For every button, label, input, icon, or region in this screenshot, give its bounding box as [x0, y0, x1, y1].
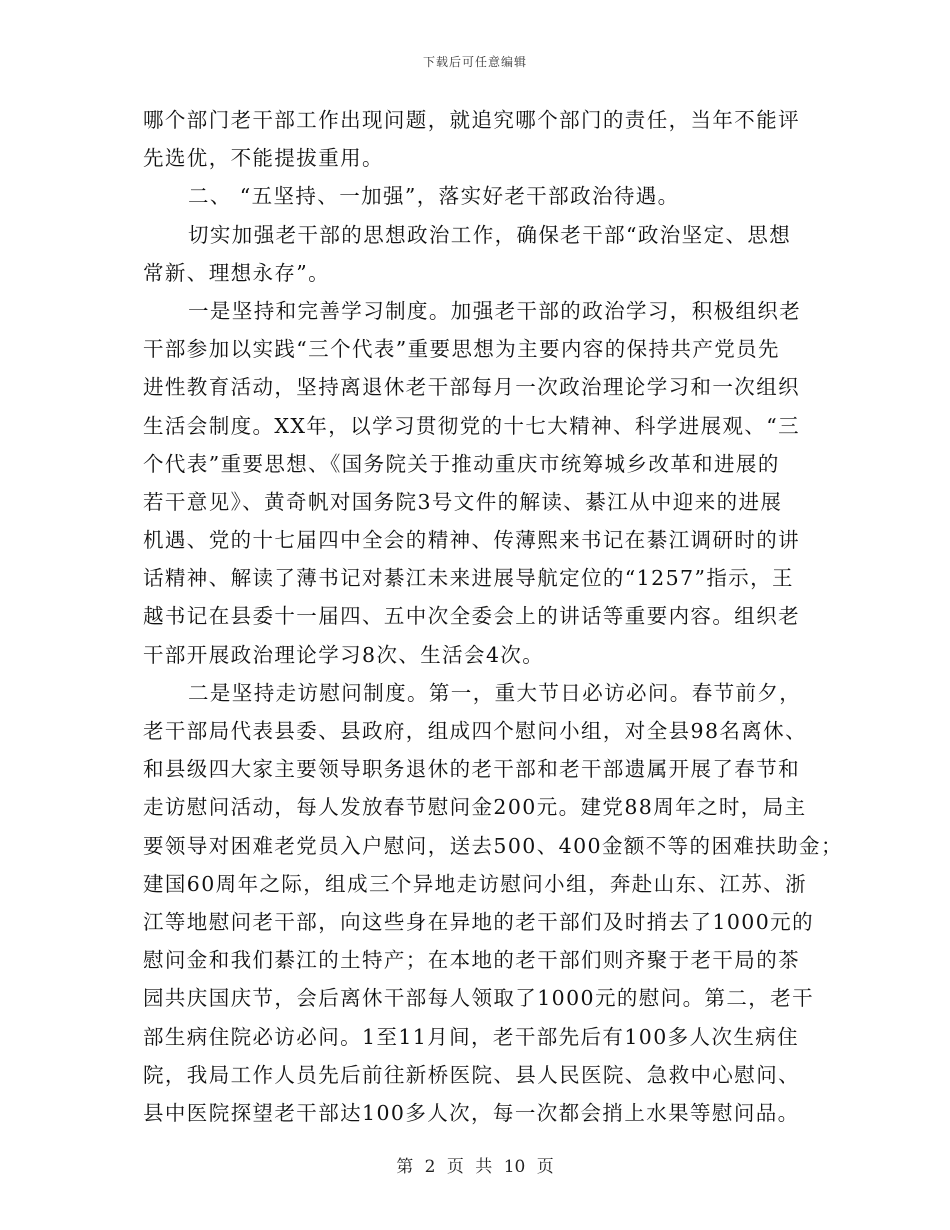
- text-line: 机遇、党的十七届四中全会的精神、传薄熙来书记在綦江调研时的讲: [143, 528, 800, 553]
- text-line: 建国60周年之际，组成三个异地走访慰问小组，奔赴山东、江苏、浙: [143, 871, 807, 896]
- text-line: 干部参加以实践“三个代表”重要思想为主要内容的保持共产党员先: [143, 337, 780, 362]
- text-line: 和县级四大家主要领导职务退休的老干部和老干部遗属开展了春节和: [143, 757, 800, 782]
- text-line: 老干部局代表县委、县政府，组成四个慰问小组，对全县98名离休、: [143, 719, 807, 743]
- text-line: 一是坚持和完善学习制度。加强老干部的政治学习，积极组织老: [188, 298, 802, 323]
- page-number-footer: 第 2 页 共 10 页: [396, 1157, 554, 1177]
- text-line: 哪个部门老干部工作出现问题，就追究哪个部门的责任，当年不能评: [143, 108, 800, 132]
- text-line: 个代表”重要思想、《国务院关于推动重庆市统筹城乡改革和进展的: [143, 451, 780, 476]
- text-line: 部生病住院必访必问。1至11月间，老干部先后有100多人次生病住: [143, 1024, 800, 1049]
- text-line: 县中医院探望老干部达100多人次，每一次都会捎上水果等慰问品。: [143, 1100, 800, 1125]
- text-line: 二是坚持走访慰问制度。第一，重大节日必访必问。春节前夕，: [188, 680, 802, 705]
- text-line: 走访慰问活动，每人发放春节慰问金200元。建党88周年之时，局主: [143, 795, 807, 820]
- text-line: 若干意见》、黄奇帆对国务院3号文件的解读、綦江从中迎来的进展: [143, 489, 783, 514]
- text-line: 生活会制度。XX年，以学习贯彻党的十七大精神、科学进展观、“三: [143, 413, 801, 438]
- text-line: 先选优，不能提拔重用。: [143, 146, 384, 171]
- text-line: 切实加强老干部的思想政治工作，确保老干部“政治坚定、思想: [188, 222, 792, 247]
- section-heading: 二、 “五坚持、一加强”，落实好老干部政治待遇。: [188, 184, 680, 209]
- text-line: 慰问金和我们綦江的土特产；在本地的老干部们则齐聚于老干局的茶: [143, 948, 800, 973]
- text-line: 话精神、解读了薄书记对綦江未来进展导航定位的“1257”指示，王: [143, 566, 794, 591]
- text-line: 干部开展政治理论学习8次、生活会4次。: [143, 642, 545, 667]
- text-line: 院，我局工作人员先后前往新桥医院、县人民医院、急救中心慰问、: [143, 1062, 800, 1087]
- text-line: 常新、理想永存”。: [143, 260, 331, 285]
- page-header: 下载后可任意编辑: [422, 55, 527, 69]
- text-line: 园共庆国庆节，会后离休干部每人领取了1000元的慰问。第二，老干: [143, 986, 814, 1011]
- text-line: 江等地慰问老干部，向这些身在异地的老干部们及时捎去了1000元的: [143, 909, 814, 934]
- text-line: 进性教育活动，坚持离退休老干部每月一次政治理论学习和一次组织: [143, 375, 800, 400]
- text-line: 要领导对困难老党员入户慰问，送去500、400金额不等的困难扶助金；: [143, 833, 843, 858]
- text-line: 越书记在县委十一届四、五中次全委会上的讲话等重要内容。组织老: [143, 604, 800, 629]
- document-body: [143, 101, 843, 1132]
